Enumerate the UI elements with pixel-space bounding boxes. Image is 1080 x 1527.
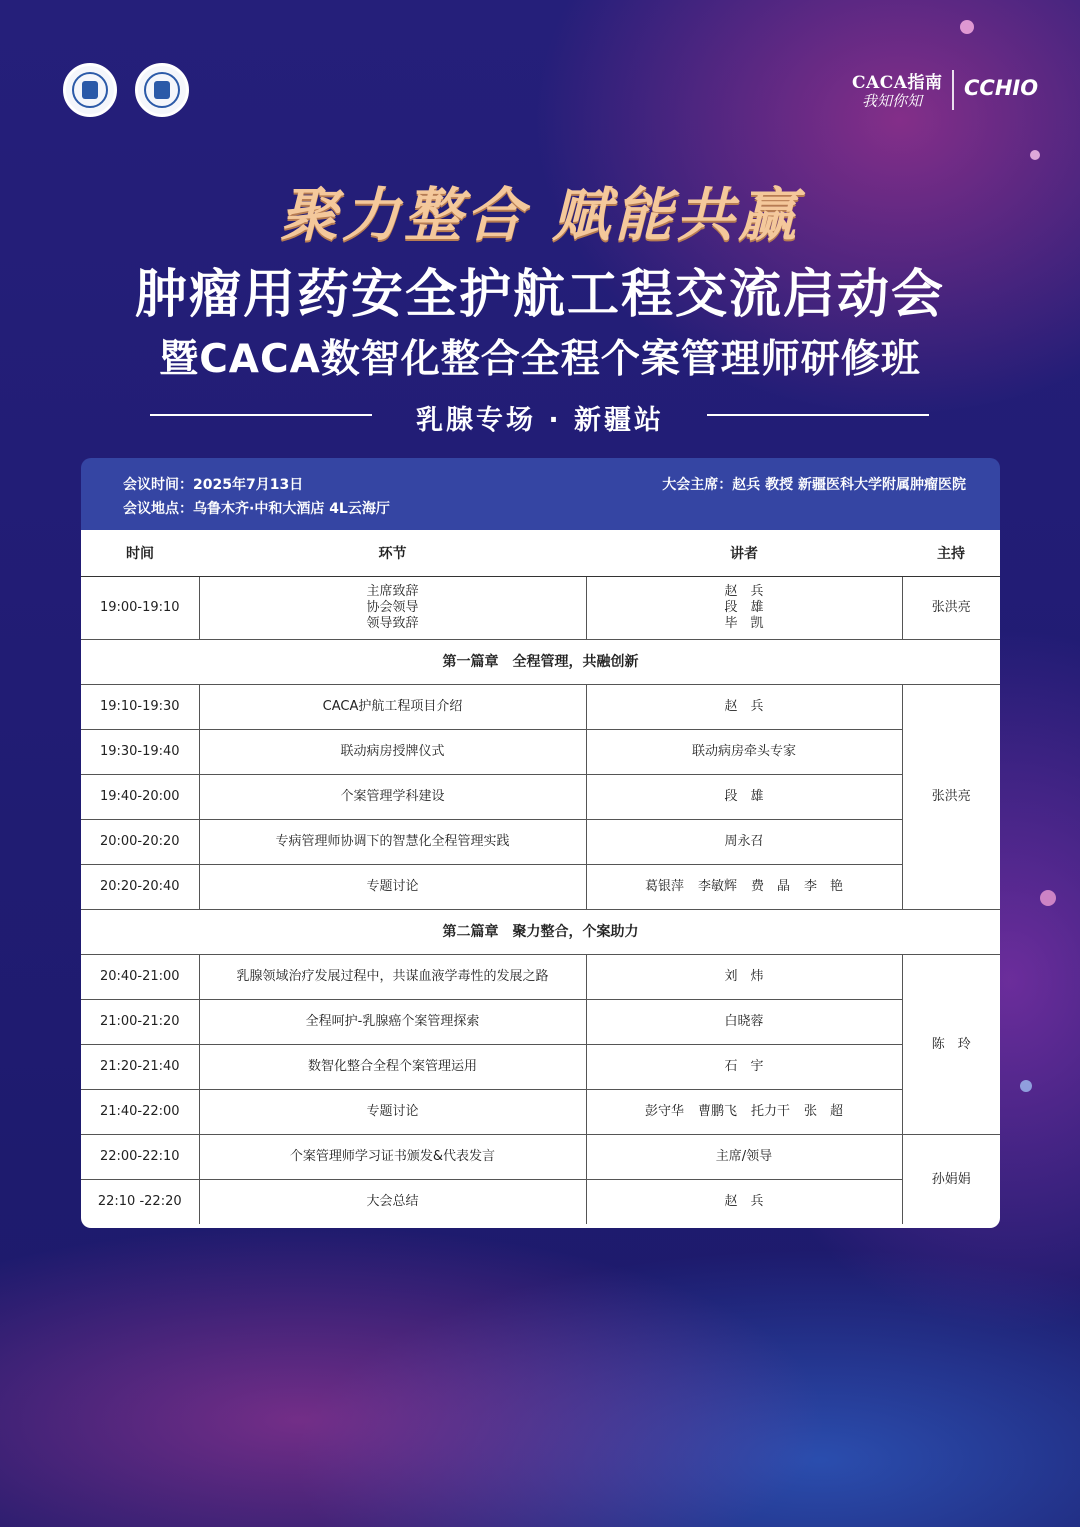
session-line: 协会领导 [366,600,419,615]
speaker-name: 费 晶 [751,879,791,894]
table-row [81,865,1000,910]
bokeh-glow [1020,1080,1032,1092]
speaker-cell: 白晓蓉 [586,1000,902,1045]
speaker-cell [586,865,902,910]
header-session: 环节 [199,530,586,577]
caca-brand-logo [852,66,1039,116]
speaker-name: 李 艳 [804,879,844,894]
table-row [81,1000,1000,1045]
bokeh-glow [1040,890,1056,906]
table-row [81,820,1000,865]
session-cell: 专题讨论 [199,1090,586,1135]
speaker-name: 张 超 [804,1104,844,1119]
meeting-chair: 大会主席：赵兵 教授 新疆医科大学附属肿瘤医院 [662,477,966,493]
brand-line1: CACA指南 [852,73,943,93]
meeting-time: 会议时间：2025年7月13日 [123,477,304,493]
speaker-name: 葛银萍 [644,879,684,894]
agenda-table [81,530,1000,1224]
session-cell: 全程呵护-乳腺癌个案管理探索 [199,1000,586,1045]
speaker-cell [586,577,902,640]
session-title: 乳腺专场 · 新疆站 [415,405,665,436]
agenda-table-container [81,530,1000,1228]
speaker-line: 毕 凯 [724,616,764,631]
table-row [81,1090,1000,1135]
time-cell: 20:00-20:20 [81,820,199,865]
bokeh-glow [960,20,974,34]
session-line: 主席致辞 [366,584,419,599]
speaker-cell: 刘 炜 [586,955,902,1000]
table-row [81,577,1000,640]
speaker-cell [586,1090,902,1135]
table-row [81,1135,1000,1180]
academy-logo-icon [135,63,189,117]
table-row [81,685,1000,730]
cchio-logo: CCHIO [964,76,1039,100]
time-cell: 19:30-19:40 [81,730,199,775]
host-cell: 张洪亮 [902,577,1000,640]
session-cell: 大会总结 [199,1180,586,1225]
brand-divider [952,70,954,110]
session-banner [0,398,1080,438]
header-host: 主持 [902,530,1000,577]
page-title: 肿瘤用药安全护航工程交流启动会 [134,265,945,325]
time-cell: 20:40-21:00 [81,955,199,1000]
section-title: 第一篇章 全程管理，共融创新 [81,640,1000,685]
speaker-cell: 主席/领导 [586,1135,902,1180]
table-row [81,730,1000,775]
session-cell: CACA护航工程项目介绍 [199,685,586,730]
time-cell: 19:40-20:00 [81,775,199,820]
session-cell: 联动病房授牌仪式 [199,730,586,775]
slogan: 聚力整合 赋能共赢 [279,181,801,249]
time-cell: 22:00-22:10 [81,1135,199,1180]
table-row [81,775,1000,820]
association-logo-icon [63,63,117,117]
header-speaker: 讲者 [586,530,902,577]
session-cell [199,577,586,640]
time-cell: 20:20-20:40 [81,865,199,910]
meeting-place: 会议地点：乌鲁木齐·中和大酒店 4L云海厅 [123,501,390,517]
speaker-cell: 赵 兵 [586,1180,902,1225]
meeting-info-bar [81,458,1000,530]
table-row [81,1045,1000,1090]
header-time: 时间 [81,530,199,577]
divider-right [707,414,929,416]
speaker-cell: 段 雄 [586,775,902,820]
time-cell: 21:20-21:40 [81,1045,199,1090]
session-cell: 数智化整合全程个案管理运用 [199,1045,586,1090]
table-row [81,955,1000,1000]
session-cell: 专病管理师协调下的智慧化全程管理实践 [199,820,586,865]
time-cell: 19:10-19:30 [81,685,199,730]
speaker-name: 托力干 [751,1104,791,1119]
brand-line2: 我知你知 [862,92,923,110]
speaker-cell: 石 宇 [586,1045,902,1090]
session-line: 领导致辞 [366,616,419,631]
session-cell: 专题讨论 [199,865,586,910]
time-cell: 21:00-21:20 [81,1000,199,1045]
speaker-cell: 联动病房牵头专家 [586,730,902,775]
session-cell: 个案管理师学习证书颁发&代表发言 [199,1135,586,1180]
speaker-name: 曹鹏飞 [697,1104,737,1119]
speaker-cell: 赵 兵 [586,685,902,730]
time-cell: 22:10 -22:20 [97,1194,182,1209]
host-cell: 孙娟娟 [902,1135,1000,1225]
section-title: 第二篇章 聚力整合，个案助力 [81,910,1000,955]
speaker-name: 李敏辉 [697,879,737,894]
speaker-line: 赵 兵 [724,584,764,599]
speaker-cell: 周永召 [586,820,902,865]
table-row [81,1180,1000,1225]
table-header-row [81,530,1000,577]
host-cell: 陈 玲 [902,955,1000,1135]
host-cell: 张洪亮 [902,685,1000,910]
section-row [81,910,1000,955]
time-cell: 19:00-19:10 [81,577,199,640]
session-cell: 乳腺领域治疗发展过程中，共谋血液学毒性的发展之路 [199,955,586,1000]
section-row [81,640,1000,685]
time-cell: 21:40-22:00 [81,1090,199,1135]
bokeh-glow [1030,150,1040,160]
page-subtitle: 暨CACA数智化整合全程个案管理师研修班 [159,337,921,382]
speaker-line: 段 雄 [724,600,764,615]
speaker-name: 彭守华 [644,1104,684,1119]
session-cell: 个案管理学科建设 [199,775,586,820]
